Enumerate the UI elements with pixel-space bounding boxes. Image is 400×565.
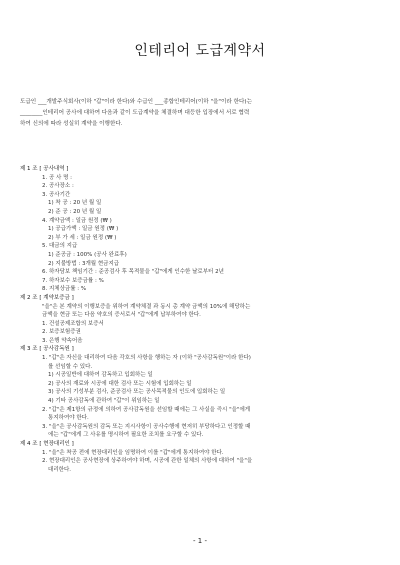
contract-line: 통지하여야 한다. xyxy=(48,415,89,422)
contract-line: 2) 지불방법 : 3개월 현금지급 xyxy=(48,260,120,267)
contract-line: 1) 시공일반에 대하여 감독하고 입회하는 일 xyxy=(48,372,153,379)
contract-line: 2. 공사장소 : xyxy=(42,183,74,190)
document-title: 인테리어 도급계약서 xyxy=(134,43,266,59)
contract-line: 2) 준 공 : 20 년 월 일 xyxy=(48,208,102,215)
contract-line: 1) 착 공 : 20 년 월 일 xyxy=(48,200,102,207)
contract-line: 3. "을"은 공사감독원의 감독 또는 지시사항이 공사수행에 현저히 부당하다고 인정할 때 xyxy=(42,423,251,430)
contract-line: 에는 "갑"에게 그 사유를 명시하여 필요한 조치를 요구할 수 있다. xyxy=(48,432,204,439)
contract-intro-paragraph: 도급인 ___개발주식회사(이하 "갑"이라 한다)와 수급인 ___종합인테리어(이하 "을"이라 한다)는 ________인테리어 공사에 대하여 다음과 같이 도급계약을 체결하며 대등한 입장에서 서로 협력 하여 신의에 따라 성실히 계약을 이행한다. xyxy=(20,99,252,128)
contract-line: 2) 부 가 세 : 일금 원정 (₩ ) xyxy=(48,234,117,241)
contract-line: 4) 기타 공사감독에 관하여 "갑"이 위임하는 일 xyxy=(48,398,160,405)
contract-line: 1. 공 사 명 : xyxy=(42,174,73,181)
contract-line: 대리한다. xyxy=(48,466,72,473)
contract-line: 2. "갑"은 제1항의 규정에 의하여 공사감독원을 선임할 때에는 그 사실을 즉시 "을"에게 xyxy=(42,406,251,413)
contract-line: 2. 현장대리인은 공사현장에 상주하여야 하며, 시공에 관한 일체의 사항에 대하여 "을"을 xyxy=(42,458,253,465)
contract-line: 3. 은행 약속어음 xyxy=(42,337,83,344)
article-heading: 제 4 조 [ 현장대리인 ] xyxy=(20,441,74,447)
contract-line: 3. 공사기간 xyxy=(42,191,71,198)
contract-line: 5. 대금의 지급 xyxy=(42,243,78,250)
contract-line: 4. 계약금액 : 일금 원정 (₩ ) xyxy=(42,217,112,224)
contract-line: 2. 보증보험증권 xyxy=(42,329,81,336)
contract-line: 3) 공사의 기성부분 검사, 준공검사 또는 공사목적물의 인도에 입회하는 일 xyxy=(48,389,226,396)
contract-line: 7. 하자보수 보증금률 : % xyxy=(42,277,104,284)
contract-line: 1. "을"은 착공 전에 현장대리인을 임명하여 이를 "갑"에게 통지하여야 한다. xyxy=(42,449,224,456)
contract-line: 1) 준공금 : 100% (공사 완료후) xyxy=(48,251,127,258)
contract-body xyxy=(20,165,390,474)
article-heading: 제 3 조 [ 공사감독원 ] xyxy=(20,346,74,353)
contract-line: 금액을 현금 또는 다음 약호의 증서로서 "갑"에게 납부하여야 한다. xyxy=(42,312,201,319)
article-heading: 제 2 조 [ 계약보증금 ] xyxy=(20,294,74,301)
contract-line: 6. 하자담보 책임기간 : 준공검사 후 목적물을 "갑"에게 인수한 날로부터 2년 xyxy=(42,269,224,276)
contract-line: 를 선임할 수 있다. xyxy=(48,363,93,370)
contract-line: 1. "갑"은 자신을 대리하여 다음 각호의 사항을 행하는 자 (이하 "공사감독원"이라 한다) xyxy=(42,355,251,362)
contract-line: 2) 공사의 재료와 시공에 대한 검사 또는 시험에 입회하는 일 xyxy=(48,380,192,387)
contract-line: 1) 공급가액 : 일금 원정 (₩ ) xyxy=(48,226,119,233)
article-heading: 제 1 조 [ 공사내역 ] xyxy=(20,166,69,172)
contract-line: "을"은 본 계약의 이행보증을 위하여 계약체결 과 동시 총 계약 금액의 10%에 해당하는 xyxy=(42,303,251,310)
contract-line: 1. 건설공제조합의 보증서 xyxy=(42,320,104,327)
page-number: - 1 - xyxy=(193,537,207,545)
contract-line: 8. 지체상금률 : % xyxy=(42,286,87,293)
